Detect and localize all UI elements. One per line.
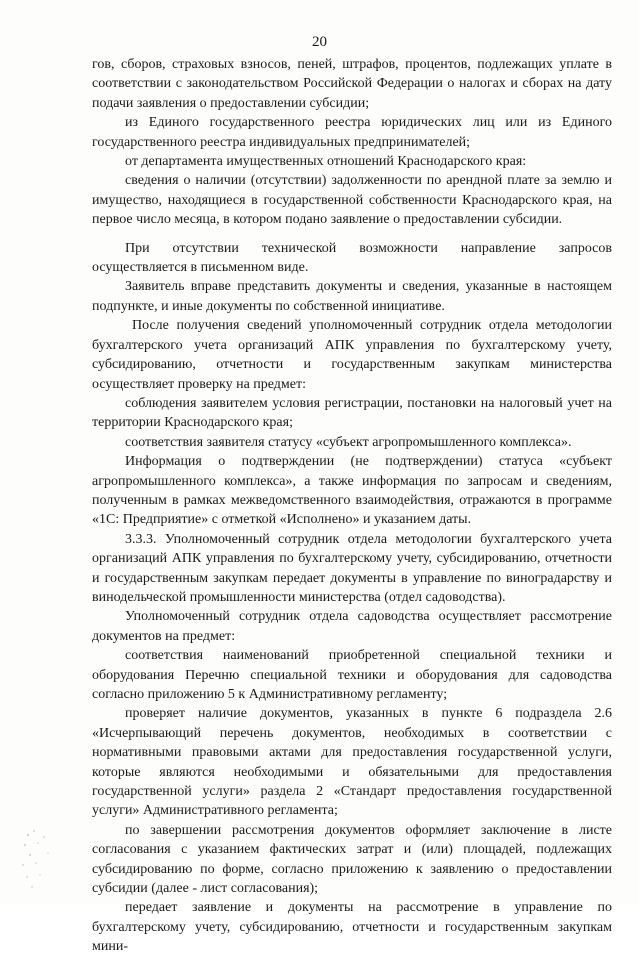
paragraph: После получения сведений уполномоченный сотрудник отдела методологии бухгалтерского учета организаций АПК управления по бухгалтерскому учету, субсидированию, отчетности и государственным закупкам министерства осуществляет проверку на предмет: <box>92 318 612 392</box>
paragraph: соответствия заявителя статусу «субъект агропромышленного комплекса». <box>125 434 572 450</box>
paragraph: Заявитель вправе представить документы и сведения, указанные в настоящем подпункте, и иные документы по собственной инициативе. <box>92 279 612 314</box>
paragraph: соблюдения заявителем условия регистрации, постановки на налоговый учет на территории Краснодарского края; <box>92 395 612 431</box>
paragraph: При отсутствии технической возможности направление запросов осуществляется в письменном виде. <box>92 240 612 276</box>
page-number: 20 <box>312 34 327 50</box>
paragraph: соответствия наименований приобретенной специальной техники и оборудования Перечню специальной техники и оборудования для садоводства согласно приложению 5 к Административному регламенту; <box>92 648 612 702</box>
paragraph: из Единого государственного реестра юридических лиц или из Единого государственного реестра индивидуальных предпринимателей; <box>92 115 612 150</box>
paragraph: 3.3.3. Уполномоченный сотрудник отдела методологии бухгалтерского учета организаций АПК управления по бухгалтерскому учету, субсидированию, отчетности и государственным закупкам передает документы в управление по виноградарству и винодельческой промышленности министерства (отдел садоводства). <box>92 531 612 605</box>
paragraph: от департамента имущественных отношений Краснодарского края: <box>125 154 527 170</box>
paragraph: сведения о наличии (отсутствии) задолженности по арендной плате за землю и имущество, находящиеся в государственной собственности Краснодарского края, на первое число месяца, в котором подано заявление о предоставлении субсидии. <box>92 173 612 228</box>
document-body <box>92 55 612 957</box>
paragraph: проверяет наличие документов, указанных в пункте 6 подраздела 2.6 «Исчерпывающий перечень документов, необходимых в соответствии с нормативными правовыми актами для предоставления государственной услуги, которые являются необходимыми и обязательными для предоставления государственной услуги» раздела 2 «Стандарт предоставления государственной услуги» Административного регламента; <box>92 706 612 819</box>
paragraph: по завершении рассмотрения документов оформляет заключение в листе согласования с указанием фактических затрат и (или) площадей, подлежащих субсидированию по форме, согласно приложению к заявлению о предоставлении субсидии (далее - лист согласования); <box>92 822 612 897</box>
paragraph: гов, сборов, страховых взносов, пеней, штрафов, процентов, подлежащих уплате в соответствии с законодательством Российской Федерации о налогах и сборах на дату подачи заявления о предоставлении субсидии; <box>92 57 612 111</box>
paragraph: Информация о подтверждении (не подтверждении) статуса «субъект агропромышленного комплекса», а также информация по запросам и сведениям, полученным в рамках межведомственного взаимодействия, отражаются в программе «1С: Предприятие» с отметкой «Исполнено» и указанием даты. <box>92 454 612 528</box>
paragraph: передает заявление и документы на рассмотрение в управление по бухгалтерскому учету, субсидированию, отчетности и государственным закупкам мини- <box>92 900 612 955</box>
scan-noise-dots <box>20 825 90 895</box>
paragraph: Уполномоченный сотрудник отдела садоводства осуществляет рассмотрение документов на предмет: <box>92 609 612 644</box>
